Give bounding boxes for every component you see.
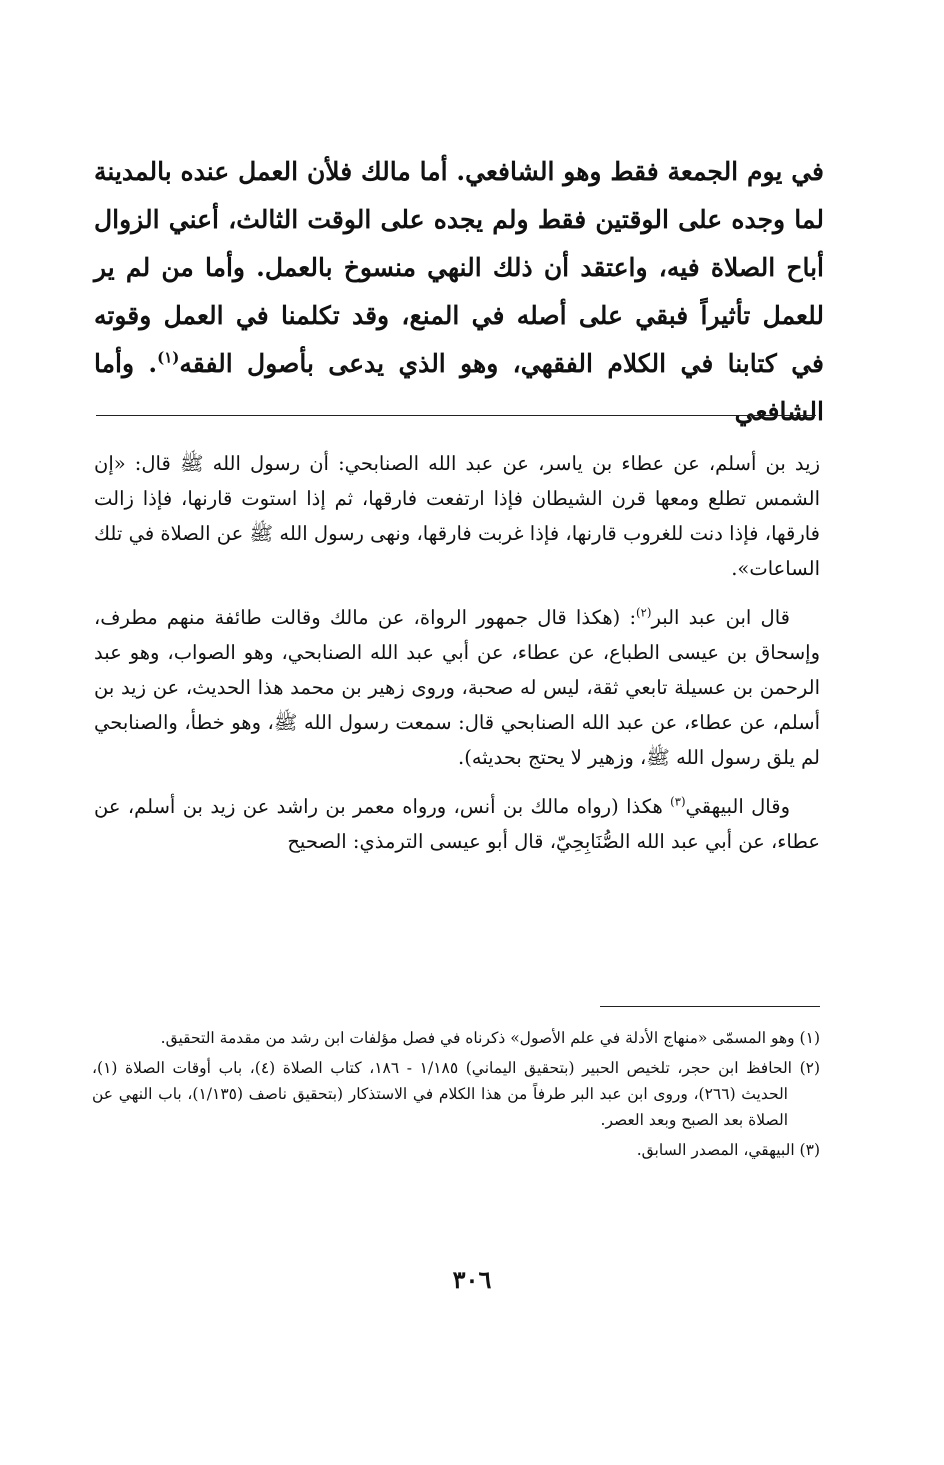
ibn-abd-al-barr-text: : (هكذا قال جمهور الرواة، عن مالك وقالت طائفة منهم مطرف، وإسحاق بن عيسى الطباع، عن عطاء، عن أبي عبد الله الصنابحي، وهو الصواب، وهو عبد الرحمن بن عسيلة تابعي ثقة، ليس له صحبة، وروى زهير بن محمد هذا الحديث، عن زيد بن أسلم، عن عطاء، عن عبد الله الصنابحي قال: سمعت رسول الله ﷺ، وهو خطأ، والصنابحي لم يلق رسول الله ﷺ، وزهير لا يحتج بحديثه). (94, 606, 820, 769)
hadith-text-paragraph: زيد بن أسلم، عن عطاء بن ياسر، عن عبد الله الصنابحي: أن رسول الله ﷺ قال: «إن الشمس تطلع ومعها قرن الشيطان فإذا ارتفعت فارقها، ثم إذا استوت قارنها، فإذا زالت فارقها، فإذا دنت للغروب قارنها، فإذا غربت فارقها، ونهى رسول الله ﷺ عن الصلاة في تلك الساعات». (94, 452, 820, 580)
ibn-abd-al-barr-intro: قال ابن عبد البر (651, 606, 790, 629)
bayhaqi-paragraph (94, 789, 820, 859)
footnote-2: (٢) الحافظ ابن حجر، تلخيص الحبير (بتحقيق اليماني) ١/١٨٥ - ١٨٦، كتاب الصلاة (٤)، باب أوقات الصلاة (١)، الحديث (٢٦٦)، وروى ابن عبد البر طرفاً من هذا الكلام في الاستذكار (بتحقيق ناصف (١/١٣٥)، باب النهي عن الصلاة بعد الصبح وبعد العصر. (92, 1059, 821, 1129)
footnote-reference-3: (٣) (670, 794, 686, 809)
footnote-reference-2: (٢) (636, 605, 652, 620)
footnotes-separator (600, 1006, 820, 1007)
main-body-text (94, 148, 824, 436)
footnote-1: (١) وهو المسمّى «منهاج الأدلة في علم الأصول» ذكرناه في فصل مؤلفات ابن رشد من مقدمة التحقيق. (160, 1029, 820, 1047)
bayhaqi-text: هكذا (رواه مالك بن أنس، ورواه معمر بن راشد عن زيد بن أسلم، عن عطاء، عن أبي عبد الله الصُّنَابِحِيّ، قال أبو عيسى الترمذي: الصحيح (94, 795, 820, 853)
main-paragraph-tail: . وأما الشافعي (94, 349, 824, 426)
hadith-commentary-block (94, 446, 820, 859)
main-paragraph (94, 148, 824, 436)
footnote-3: (٣) البيهقي، المصدر السابق. (636, 1141, 820, 1159)
footnotes-section (92, 1025, 820, 1167)
ibn-abd-al-barr-paragraph (94, 600, 820, 775)
page-number: ٣٠٦ (452, 1265, 492, 1294)
main-text-separator (96, 415, 816, 416)
footnote-reference-1: (١) (157, 348, 180, 367)
bayhaqi-intro: وقال البيهقي (685, 795, 790, 818)
main-paragraph-text: في يوم الجمعة فقط وهو الشافعي. أما مالك فلأن العمل عنده بالمدينة لما وجده على الوقتين فقط ولم يجده على الوقت الثالث، أعني الزوال أباح الصلاة فيه، واعتقد أن ذلك النهي منسوخ بالعمل. وأما من لم ير للعمل تأثيراً فبقي على أصله في المنع، وقد تكلمنا في العمل وقوته في كتابنا في الكلام الفقهي، وهو الذي يدعى بأصول الفقه (94, 157, 824, 378)
